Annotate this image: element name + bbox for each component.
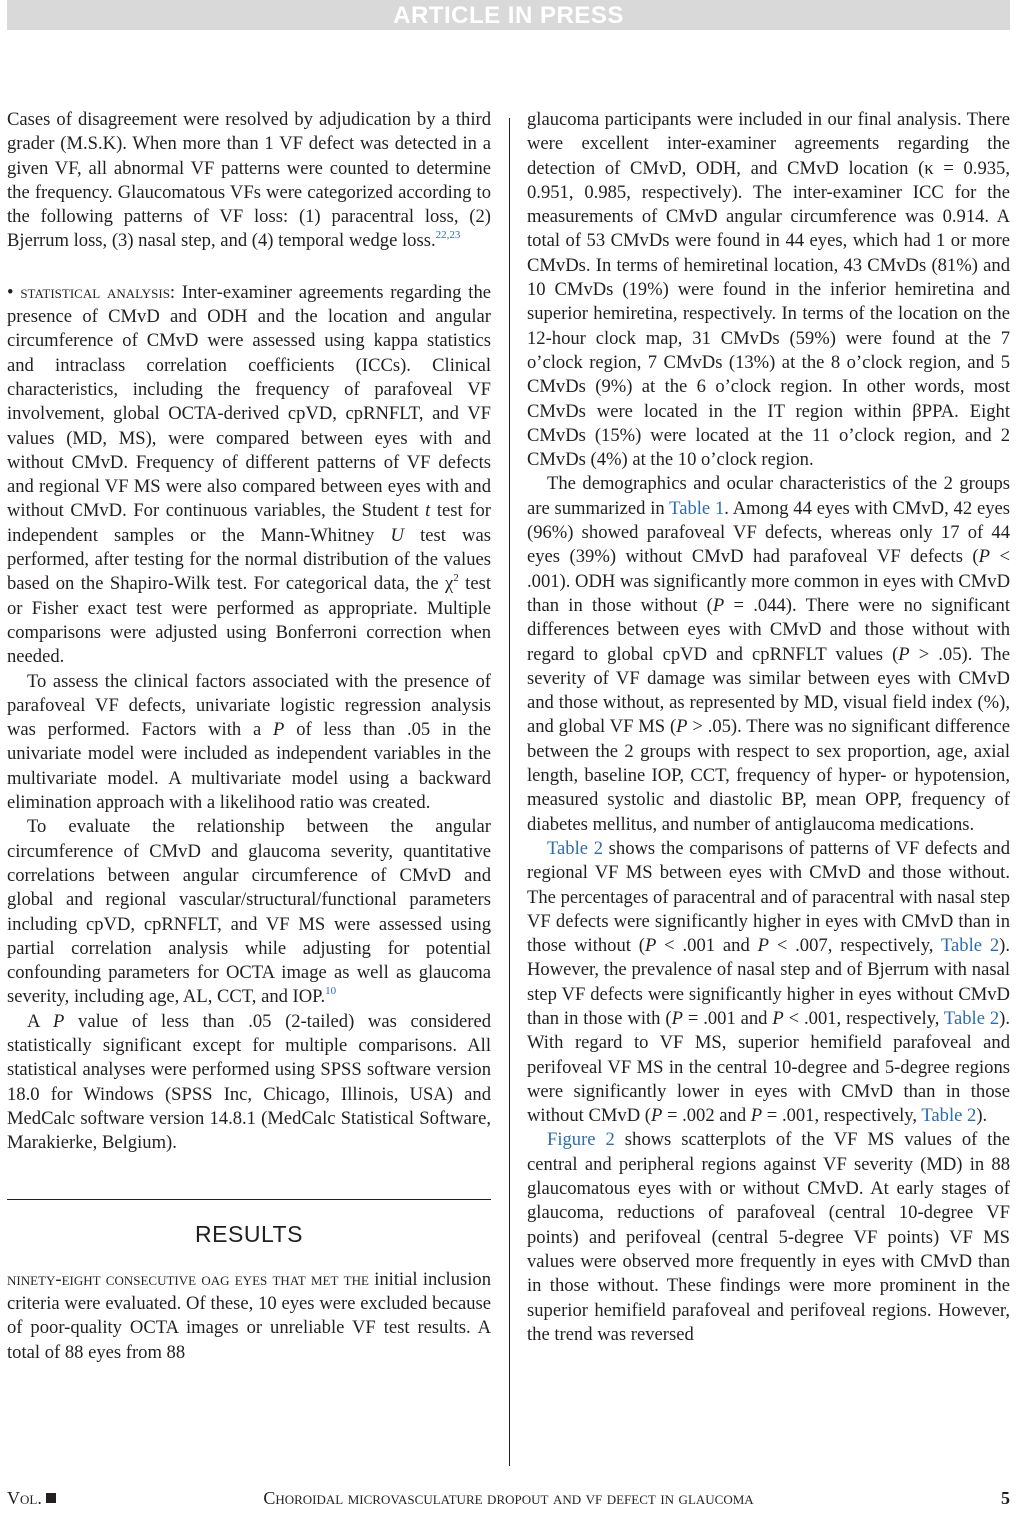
paragraph-statistical-analysis: • statistical analysis: Inter-examiner agreements regarding the presence of CMvD and ODH and the location and angular circumference of CMvD were assessed using kappa statistics and intraclass correlation coefficients (ICCs). Clinical characteristics, including the frequency of parafoveal VF involvement, global OCTA-derived cpVD, cpRNFLT, and VF values (MD, MS), were compared between eyes with and without CMvD. Frequency of different patterns of VF defects and regional VF MS were also compared between eyes with and without CMvD. For continuous variables, the Student t test for independent samples or the Mann-Whitney U test was performed, after testing for the normal distribution of the values based on the Shapiro-Wilk test. For categorical data, the $\chi^2$ test or Fisher exact test were performed as appropriate. Multiple comparisons were adjusted using Bonferroni correction when needed. <box>7 281 491 668</box>
paragraph-vf-grading: Cases of disagreement were resolved by adjudication by a third grader (M.S.K). When more than 1 VF defect was detected in a given VF, all abnormal VF patterns were counted to determine the frequency. Glaucomatous VFs were categorized according to the following patterns of VF loss: (1) paracentral loss, (2) Bjerrum loss, (3) nasal step, and (4) temporal wedge loss.$^{22,23}$ <box>7 109 491 252</box>
table-2-link[interactable]: Table 2 <box>547 837 603 859</box>
paragraph-scatterplots: Figure 2 shows scatterplots of the VF MS values of the central and peripheral regions against VF severity (MD) in 88 glaucomatous eyes with or without CMvD. At early stages of glaucoma, reductions of parafoveal (central 10-degree VF points) and perifoveal (central 5-degree VF points) VF MS values were observed more frequently in eyes with CMvD than in those without. These findings were more prominent in the superior hemifield parafoveal and perifoveal regions. However, the trend was reversed <box>527 1129 1010 1345</box>
left-column <box>7 108 491 1365</box>
page-footer <box>7 1488 1010 1514</box>
section-rule <box>7 1199 491 1200</box>
page-number: 5 <box>1001 1488 1010 1508</box>
paragraph-cmvd-location: glaucoma participants were included in our final analysis. There were excellent inter-examiner agreements regarding the detection of CMvD, ODH, and CMvD location (κ = 0.935, 0.951, 0.985, respectively). The inter-examiner ICC for the measurements of CMvD angular circumference was 0.914. A total of 53 CMvDs were found in 44 eyes, which had 1 or more CMvDs. In terms of hemiretinal location, 43 CMvDs (81%) and 10 CMvDs (19%) were found in the inferior hemiretina and superior hemiretina, respectively. In terms of the location on the 12-hour clock map, 31 CMvDs (59%) were found at the 7 o’clock region, 7 CMvDs (13%) at the 8 o’clock region, and 5 CMvDs (9%) at the 6 o’clock region. In other words, most CMvDs were located in the IT region within βPPA. Eight CMvDs (15%) were located at the 11 o’clock region, and 2 CMvDs (4%) at the 10 o’clock region. <box>527 109 1010 471</box>
table-2-link[interactable]: Table 2 <box>943 1007 1000 1029</box>
paragraph-software: A P value of less than .05 (2-tailed) was considered statistically significant except for multiple comparisons. All statistical analyses were performed using SPSS software version 18.0 for Windows (SPSS Inc, Chicago, Illinois, USA) and MedCalc software version 14.8.1 (MedCalc Statistical Software, Marakierke, Belgium). <box>7 1010 491 1154</box>
figure-2-link[interactable]: Figure 2 <box>547 1129 615 1151</box>
table-1-link[interactable]: Table 1 <box>669 497 725 519</box>
paragraph-partial-correlation: To evaluate the relationship between the angular circumference of CMvD and glaucoma severity, quantitative correlations between angular circumference of CMvD and global and regional vascular/structural/functional parameters including cpVD, cpRNFLT, and VF MS were assessed using partial correlation analysis while adjusting for potential confounding parameters for OCTA image as well as glaucoma severity, including age, AL, CCT, and IOP.$^{10}$ <box>7 816 491 1008</box>
paragraph-demographics: The demographics and ocular characteristics of the 2 groups are summarized in Table 1. Among 44 eyes with CMvD, 42 eyes (96%) showed parafoveal VF defects, whereas only 17 of 44 eyes (39%) without CMvD had parafoveal VF defects (P < .001). ODH was significantly more common in eyes with CMvD than in those without (P = .044). There were no significant differences between eyes with CMvD and those without with regard to global cpVD and cpRNFLT values (P > .05). The severity of VF damage was similar between eyes with CMvD and those without, as represented by MD, visual field index (%), and global VF MS (P > .05). There was no significant difference between the 2 groups with respect to sex proportion, age, axial length, baseline IOP, CCT, frequency of hyper- or hypotension, measured systolic and diastolic BP, mean OPP, frequency of diabetes mellitus, and number of antiglaucoma medications. <box>527 473 1010 835</box>
paragraph-vf-patterns: Table 2 shows the comparisons of patterns of VF defects and regional VF MS between eyes with CMvD and those without. The percentages of paracentral and of paracentral with nasal step VF defects were significantly higher in eyes with CMvD than in those without (P < .001 and P < .007, respectively, Table 2). However, the prevalence of nasal step and of Bjerrum with nasal step VF defects were significantly higher in eyes without CMvD than in those with (P = .001 and P < .001, respectively, Table 2). With regard to VF MS, superior hemifield parafoveal and perifoveal VF MS in the central 10-degree and 5-degree regions were significantly lower in eyes with CMvD than in those without CMvD (P = .002 and P = .001, respectively, Table 2). <box>527 837 1011 1127</box>
citation-link[interactable]: 22,23 <box>435 229 461 242</box>
right-column <box>527 108 1010 1347</box>
article-in-press-banner: ARTICLE IN PRESS <box>7 0 1010 30</box>
table-2-link[interactable]: Table 2 <box>921 1105 977 1127</box>
paragraph-gap <box>7 254 491 281</box>
section-heading-statistical-analysis: statistical analysis: <box>20 281 176 303</box>
section-heading-results: RESULTS <box>195 1221 303 1248</box>
citation-link[interactable]: 10 <box>325 985 337 998</box>
footer-running-title: Choroidal microvasculature dropout and vf defect in glaucoma <box>263 1488 754 1508</box>
paragraph-logistic-regression: To assess the clinical factors associated with the presence of parafoveal VF defects, univariate logistic regression analysis was performed. Factors with a P of less than .05 in the univariate model were included as independent variables in the multivariate model. A multivariate model using a backward elimination approach with a likelihood ratio was created. <box>7 670 492 814</box>
paragraph-results-intro: ninety-eight consecutive oag eyes that met the initial inclusion criteria were evaluated. Of these, 10 eyes were excluded because of poor-quality OCTA images or unreliable VF test results. A total of 88 eyes from 88 <box>7 1268 491 1363</box>
table-2-link[interactable]: Table 2 <box>940 935 1000 957</box>
column-divider <box>509 118 510 1466</box>
footer-volume: Vol. <box>7 1488 56 1509</box>
